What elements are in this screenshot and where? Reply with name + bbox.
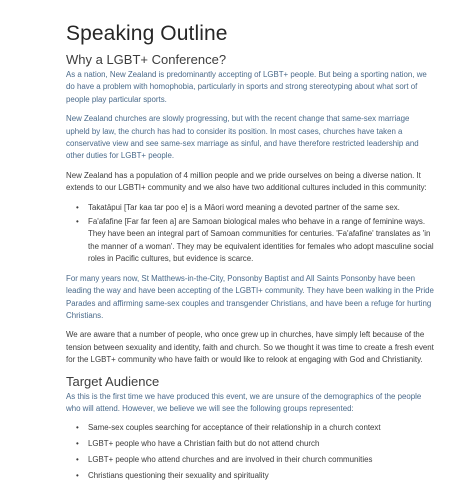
list-item [76, 216, 434, 266]
bullet-icon: • [76, 471, 79, 481]
paragraph-population: New Zealand has a population of 4 million people and we pride ourselves on being a diverse nation. It extends to our LGBTI+ community and we also have two additional cultures included in this community: [66, 170, 427, 193]
list-item [76, 202, 434, 214]
page-title: Speaking Outline [66, 22, 228, 45]
bullet-icon: • [76, 423, 79, 433]
cultures-list [66, 202, 434, 266]
paragraph-target-intro: As this is the first time we have produced this event, we are unsure of the demographics of the people who will attend. However, we believe we will see the following groups represented: [66, 391, 422, 413]
list-item-text: Takatāpui [Tar kaa tar poo e] is a Māori word meaning a devoted partner of the same sex. [88, 202, 400, 212]
paragraph-st-matthews: For many years now, St Matthews-in-the-City, Ponsonby Baptist and All Saints Ponsonby have been leading the way and have been accepting of the LGBTI+ community. They have been walking in the Pride Parades and affirming same-sex couples and transgender Christians, and have been a refuge for hurting Christians. [66, 273, 434, 320]
paragraph-fresh-event: We are aware that a number of people, who once grew up in churches, have simply left because of the tension between sexuality and identity, faith and church. So we thought it was time to create a fresh event for the LGBT+ community who have faith or would like to relook at engaging with God and Christianity. [66, 330, 434, 365]
section-heading-target-audience: Target Audience [66, 373, 160, 389]
bullet-icon: • [76, 217, 79, 227]
list-item [76, 438, 434, 450]
bullet-icon: • [76, 202, 79, 212]
list-item [76, 454, 434, 466]
list-item-text: Same-sex couples searching for acceptance of their relationship in a church context [88, 423, 381, 433]
paragraph-sporting-nation: As a nation, New Zealand is predominantly accepting of LGBT+ people. But being a sporting nation, we do have a problem with homophobia, particularly in sports and strong stereotyping about what sort of people play particular sports. [66, 70, 427, 104]
list-item-text: Christians questioning their sexuality and spirituality [88, 471, 269, 481]
list-item-text: LGBT+ people who attend churches and are involved in their church communities [88, 455, 373, 465]
list-item [76, 470, 434, 482]
list-item [76, 422, 434, 434]
paragraph-churches: New Zealand churches are slowly progressing, but with the recent change that same-sex marriage upheld by law, the church has had to consider its position. In most cases, churches have taken a conservative view and see same-sex marriage as sinful, and have therefore restricted leadership and other duties for LGBT+ people. [66, 114, 419, 161]
bullet-icon: • [76, 455, 79, 465]
bullet-icon: • [76, 439, 79, 449]
audience-list [66, 422, 434, 482]
list-item-text: LGBT+ people who have a Christian faith but do not attend church [88, 439, 320, 449]
section-heading-why: Why a LGBT+ Conference? [66, 52, 227, 67]
list-item-text: Fa'afafine [Far far feen a] are Samoan biological males who behave in a range of feminine ways. They have been an integral part of Samoan communities for centuries. 'Fa'afafine' translates as 'in the manner of a woman'. They may be equivalent identities for females who adopt masculine social roles in Pacific cultures, but evidence is scarce. [88, 217, 434, 264]
